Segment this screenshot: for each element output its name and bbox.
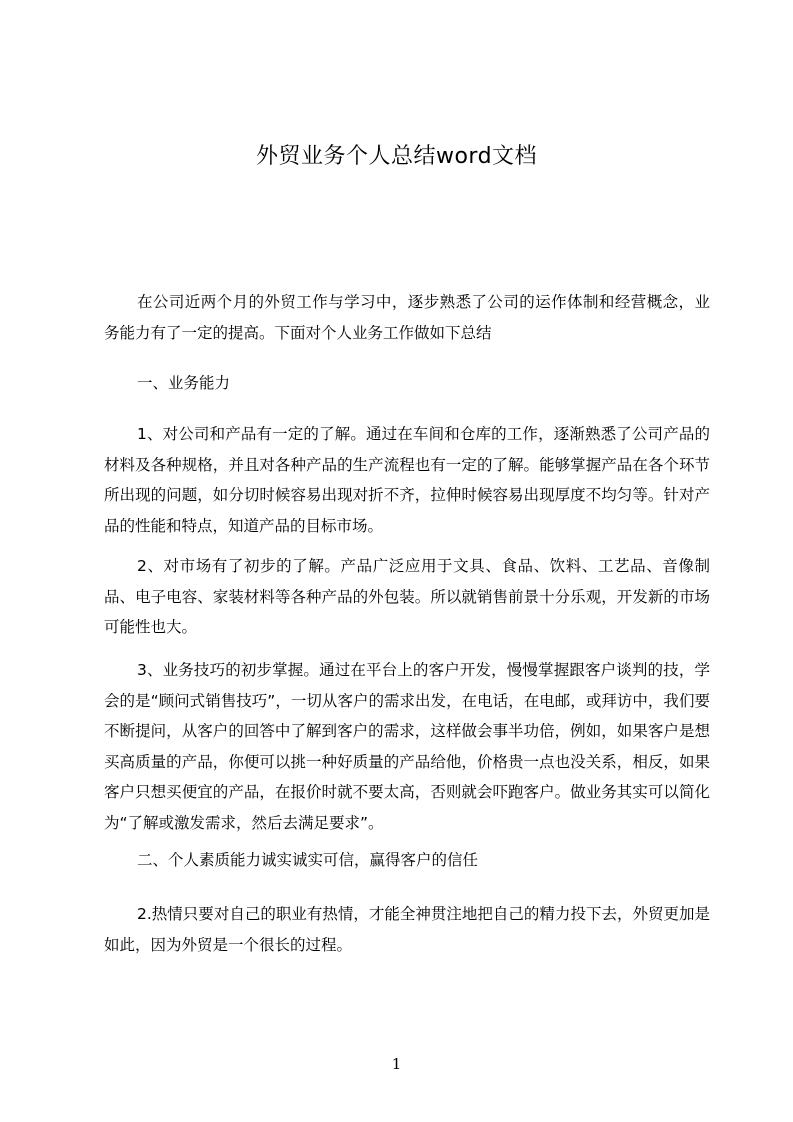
paragraph-market: 2、对市场有了初步的了解。产品广泛应用于文具、食品、饮料、工艺品、音像制品、电子电容、家装材料等各种产品的外包装。所以就销售前景十分乐观，开发新的市场可能性也大。 bbox=[104, 557, 710, 636]
paragraph-enthusiasm: 2.热情只要对自己的职业有热情，才能全神贯注地把自己的精力投下去，外贸更加是如此，因为外贸是一个很长的过程。 bbox=[104, 905, 710, 954]
section-heading-personal-quality: 二、个人素质能力诚实诚实可信，赢得客户的信任 bbox=[137, 851, 479, 869]
paragraph-business-skills: 3、业务技巧的初步掌握。通过在平台上的客户开发，慢慢掌握跟客户谈判的技，学会的是“顾问式销售技巧”，一切从客户的需求出发，在电话，在电邮，或拜访中，我们要不断提问，从客户的回答中了解到客户的需求，这样做会事半功倍，例如，如果客户是想买高质量的产品，你便可以挑一种好质量的产品给他，价格贵一点也没关系，相反，如果客户只想买便宜的产品，在报价时就不要太高，否则就会吓跑客户。做业务其实可以简化为“了解或激发需求，然后去满足要求”。 bbox=[104, 661, 710, 832]
section-heading-business-ability: 一、业务能力 bbox=[137, 374, 231, 392]
paragraph-intro: 在公司近两个月的外贸工作与学习中，逐步熟悉了公司的运作体制和经营概念，业务能力有了一定的提高。下面对个人业务工作做如下总结 bbox=[104, 293, 710, 342]
document-title: 外贸业务个人总结word文档 bbox=[255, 144, 538, 169]
page-number: 1 bbox=[391, 1055, 402, 1073]
paragraph-company-products: 1、对公司和产品有一定的了解。通过在车间和仓库的工作，逐渐熟悉了公司产品的材料及各种规格，并且对各种产品的生产流程也有一定的了解。能够掌握产品在各个环节所出现的问题，如分切时候容易出现对折不齐，拉伸时候容易出现厚度不均匀等。针对产品的性能和特点，知道产品的目标市场。 bbox=[104, 425, 710, 535]
